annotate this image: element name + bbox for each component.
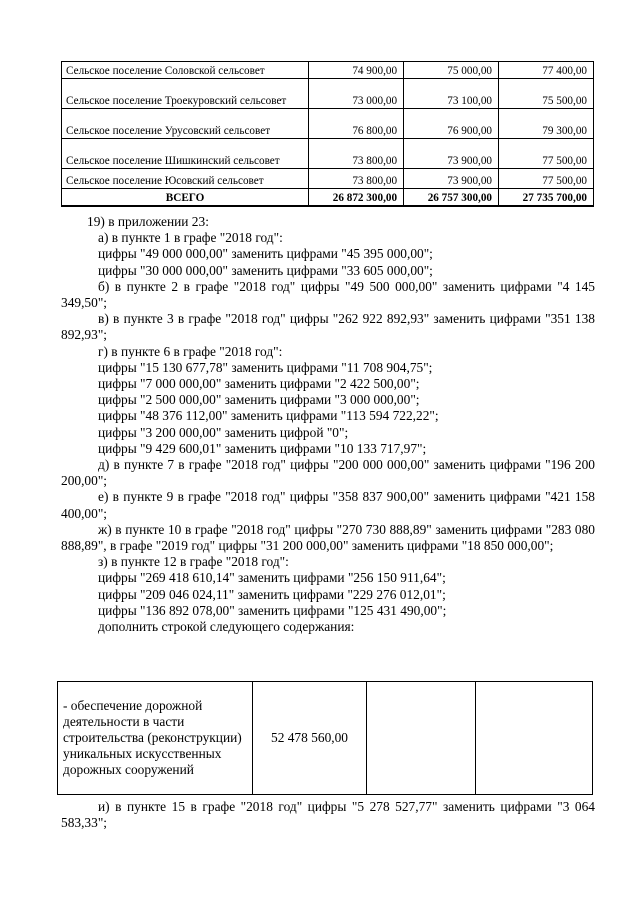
value-2020: 79 300,00 <box>499 109 594 139</box>
paragraph: цифры "15 130 677,78" заменить цифрами "11 708 904,75"; <box>98 359 433 375</box>
insert-row-empty-cell <box>367 682 476 795</box>
total-row <box>62 189 594 206</box>
paragraph: и) в пункте 15 в графе "2018 год" цифры "5 278 527,77" заменить цифрами "3 064 583,33"; <box>61 799 595 831</box>
value-2018: 76 800,00 <box>309 109 404 139</box>
table-row <box>62 79 594 109</box>
value-2019: 76 900,00 <box>404 109 499 139</box>
paragraph: цифры "49 000 000,00" заменить цифрами "45 395 000,00"; <box>98 246 433 262</box>
value-2020: 77 400,00 <box>499 62 594 79</box>
paragraph: цифры "269 418 610,14" заменить цифрами "256 150 911,64"; <box>98 570 446 586</box>
value-2018: 73 800,00 <box>309 169 404 189</box>
paragraph: цифры "136 892 078,00" заменить цифрами "125 431 490,00"; <box>98 602 447 618</box>
paragraph: цифры "3 200 000,00" заменить цифрой "0"; <box>98 424 349 440</box>
insert-row-value: 52 478 560,00 <box>253 682 367 795</box>
paragraph: ж) в пункте 10 в графе "2018 год" цифры "270 730 888,89" заменить цифрами "283 080 888,89", в графе "2019 год" цифры "31 200 000,00" заменить цифрами "18 850 000,00"; <box>61 521 595 554</box>
value-2018: 74 900,00 <box>309 62 404 79</box>
budget-table <box>61 61 594 207</box>
settlement-name: Сельское поселение Шишкинский сельсовет <box>62 139 309 169</box>
settlement-name: Сельское поселение Соловской сельсовет <box>62 62 309 79</box>
insert-row-empty-cell <box>476 682 593 795</box>
value-2019: 73 900,00 <box>404 169 499 189</box>
settlement-name: Сельское поселение Троекуровский сельсовет <box>62 79 309 109</box>
insert-row-name: - обеспечение дорожной деятельности в части строительства (реконструкции) уникальных искусственных дорожных сооружений <box>58 682 253 795</box>
table-row <box>62 139 594 169</box>
total-2019: 26 757 300,00 <box>404 189 499 206</box>
settlement-name: Сельское поселение Юсовский сельсовет <box>62 169 309 189</box>
closing-text <box>61 799 595 831</box>
value-2019: 73 900,00 <box>404 139 499 169</box>
total-2020: 27 735 700,00 <box>499 189 594 206</box>
paragraph: цифры "7 000 000,00" заменить цифрами "2 422 500,00"; <box>98 376 420 392</box>
paragraph: г) в пункте 6 в графе "2018 год": <box>98 343 283 359</box>
value-2020: 77 500,00 <box>499 169 594 189</box>
paragraph: дополнить строкой следующего содержания: <box>98 619 355 635</box>
paragraph: б) в пункте 2 в графе "2018 год" цифры "49 500 000,00" заменить цифрами "4 145 349,50"; <box>61 278 595 311</box>
insert-table <box>57 681 593 795</box>
table-row <box>58 682 593 795</box>
paragraph: цифры "30 000 000,00" заменить цифрами "33 605 000,00"; <box>98 262 433 278</box>
value-2020: 75 500,00 <box>499 79 594 109</box>
table-row <box>62 169 594 189</box>
paragraph: цифры "2 500 000,00" заменить цифрами "3 000 000,00"; <box>98 392 420 408</box>
paragraph: з) в пункте 12 в графе "2018 год": <box>98 554 289 570</box>
table-row <box>62 109 594 139</box>
value-2018: 73 000,00 <box>309 79 404 109</box>
value-2020: 77 500,00 <box>499 139 594 169</box>
paragraph: а) в пункте 1 в графе "2018 год": <box>98 230 283 246</box>
paragraph: цифры "209 046 024,11" заменить цифрами "229 276 012,01"; <box>98 586 446 602</box>
paragraph: 19) в приложении 23: <box>87 214 209 229</box>
value-2019: 75 000,00 <box>404 62 499 79</box>
paragraph: в) в пункте 3 в графе "2018 год" цифры "262 922 892,93" заменить цифрами "351 138 892,93"; <box>61 311 595 343</box>
value-2018: 73 800,00 <box>309 139 404 169</box>
value-2019: 73 100,00 <box>404 79 499 109</box>
paragraph: цифры "9 429 600,01" заменить цифрами "10 133 717,97"; <box>98 440 427 456</box>
paragraph: е) в пункте 9 в графе "2018 год" цифры "358 837 900,00" заменить цифрами "421 158 400,00"; <box>61 489 595 521</box>
amendments-text <box>61 214 595 635</box>
table-row <box>62 62 594 79</box>
paragraph: д) в пункте 7 в графе "2018 год" цифры "200 000 000,00" заменить цифрами "196 200 200,00"; <box>61 457 595 489</box>
total-2018: 26 872 300,00 <box>309 189 404 206</box>
paragraph: цифры "48 376 112,00" заменить цифрами "113 594 722,22"; <box>98 408 439 424</box>
settlement-name: Сельское поселение Урусовский сельсовет <box>62 109 309 139</box>
total-label: ВСЕГО <box>62 189 309 206</box>
